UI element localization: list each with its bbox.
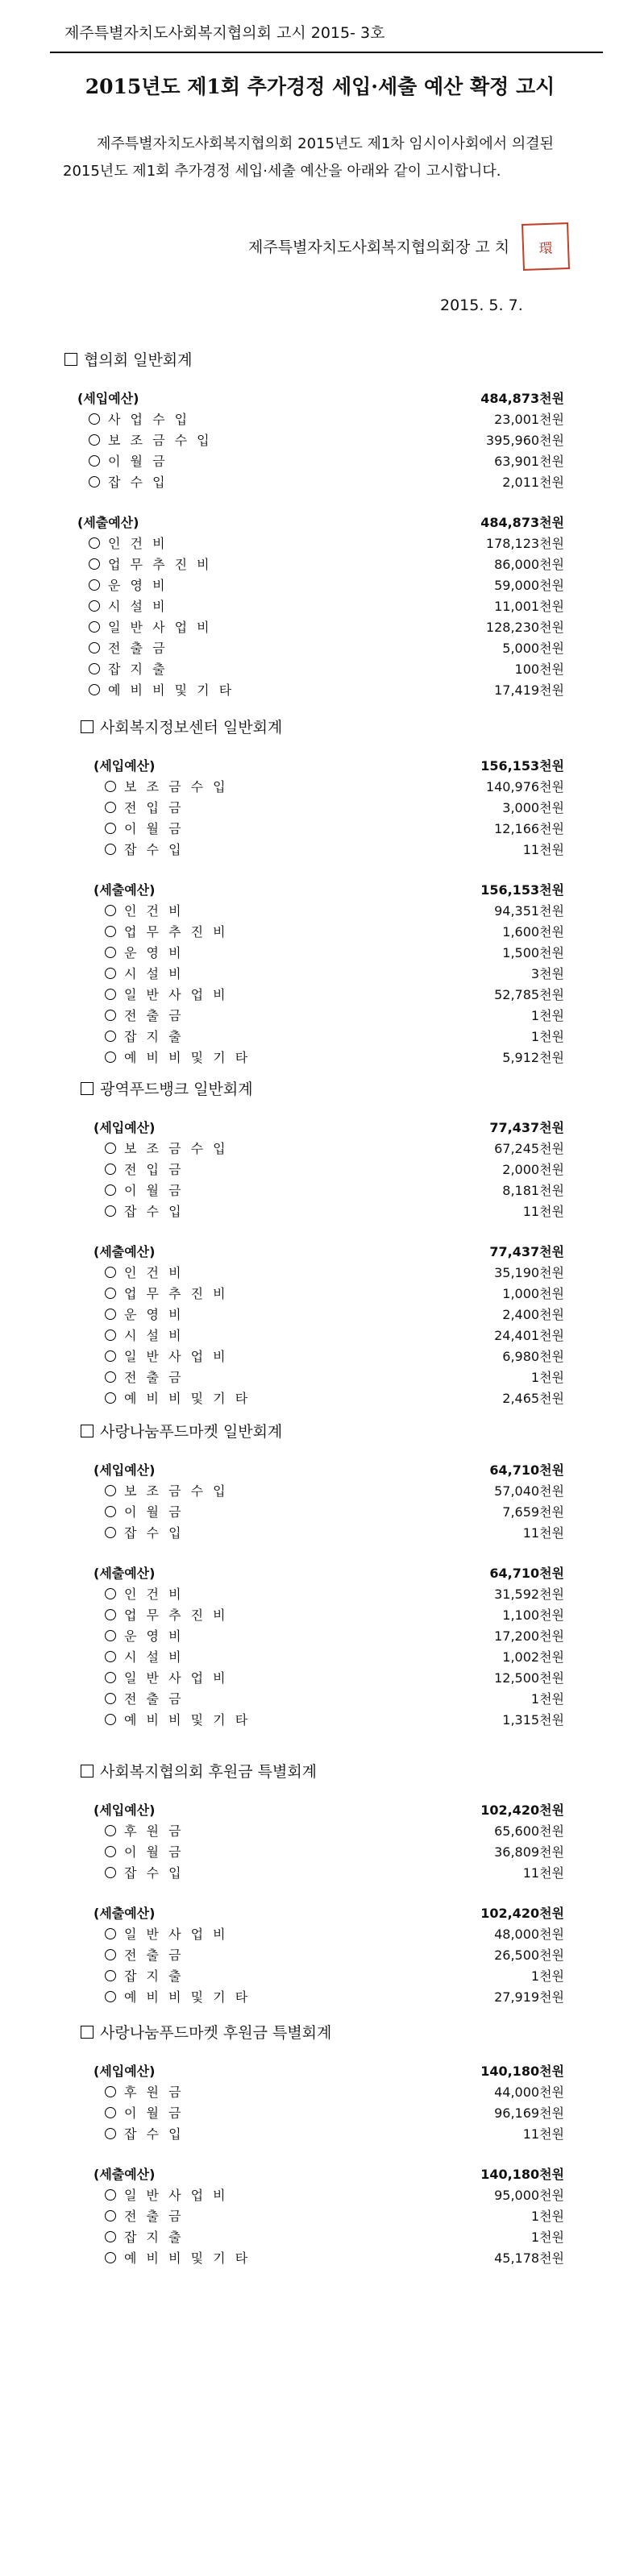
budget-line-item: [105, 1668, 564, 1689]
circle-bullet-icon: [105, 802, 116, 813]
item-amount: 96,169천원: [494, 2105, 564, 2121]
item-amount: 86,000천원: [494, 557, 564, 572]
item-amount: 3,000천원: [502, 800, 564, 815]
item-amount: 67,245천원: [494, 1141, 564, 1156]
budget-line-item: [105, 1284, 564, 1305]
item-name: 보 조 금 수 입: [124, 779, 229, 794]
item-amount: 2,400천원: [502, 1307, 564, 1322]
item-amount: 1,000천원: [502, 1286, 564, 1301]
circle-bullet-icon: [105, 1867, 116, 1878]
circle-bullet-icon: [105, 2128, 116, 2139]
budget-line-item: [89, 617, 564, 638]
expense-heading: [94, 1563, 564, 1584]
budget-line-item: [105, 1006, 564, 1027]
item-name: 운 영 비: [108, 578, 168, 593]
item-amount: 1천원: [530, 1008, 564, 1023]
item-name: 운 영 비: [124, 1628, 185, 1644]
section-title: [64, 348, 193, 370]
notice-number: 제주특별자치도사회복지협의회 고시 2015- 3호: [64, 24, 385, 42]
circle-bullet-icon: [105, 1052, 116, 1063]
expense-label: (세출예산): [94, 1906, 156, 1921]
item-name: 인 건 비: [124, 1587, 185, 1602]
section-title-text: 사랑나눔푸드마켓 일반회계: [100, 1423, 283, 1441]
item-name: 보 조 금 수 입: [108, 433, 213, 448]
budget-line-item: [105, 1605, 564, 1626]
circle-bullet-icon: [89, 434, 100, 446]
revenue-heading: [94, 1460, 564, 1481]
item-amount: 5,000천원: [502, 641, 564, 656]
notice-title: 2015년도 제1회 추가경정 세입·세출 예산 확정 고시: [85, 75, 555, 98]
item-name: 잡 수 입: [108, 475, 168, 490]
item-amount: 11천원: [522, 842, 564, 857]
circle-bullet-icon: [89, 642, 100, 653]
section-title-text: 광역푸드뱅크 일반회계: [100, 1081, 253, 1098]
budget-line-item: [105, 1710, 564, 1731]
expense-label: (세출예산): [94, 882, 156, 898]
item-amount: 57,040천원: [494, 1483, 564, 1499]
circle-bullet-icon: [89, 684, 100, 695]
revenue-label: (세입예산): [94, 1802, 156, 1818]
item-name: 전 출 금: [124, 2209, 185, 2224]
circle-bullet-icon: [105, 1143, 116, 1154]
item-name: 잡 수 입: [124, 842, 185, 857]
item-name: 일 반 사 업 비: [124, 987, 229, 1002]
item-amount: 26,500천원: [494, 1948, 564, 1963]
item-name: 예 비 비 및 기 타: [124, 1391, 251, 1406]
item-amount: 1,002천원: [502, 1649, 564, 1665]
item-name: 업 무 추 진 비: [124, 924, 229, 940]
circle-bullet-icon: [105, 1970, 116, 1981]
budget-line-item: [105, 964, 564, 985]
circle-bullet-icon: [89, 558, 100, 570]
revenue-heading: [77, 388, 564, 409]
item-amount: 12,166천원: [494, 821, 564, 836]
item-amount: 11천원: [522, 1865, 564, 1881]
revenue-total: 102,420천원: [480, 1802, 564, 1818]
budget-line-item: [89, 409, 564, 430]
notice-intro: 제주특별자치도사회복지협의회 2015년도 제1차 임시이사회에서 의결된 2015년도 제1회 추가경정 세입·세출 예산을 아래와 같이 고시합니다.: [63, 135, 555, 180]
item-name: 시 설 비: [124, 966, 185, 981]
expense-total: 102,420천원: [480, 1906, 564, 1921]
circle-bullet-icon: [105, 1205, 116, 1217]
item-name: 예 비 비 및 기 타: [124, 2250, 251, 2266]
item-amount: 5,912천원: [502, 1050, 564, 1065]
expense-heading: [94, 1242, 564, 1263]
item-amount: 7,659천원: [502, 1504, 564, 1520]
expense-total: 77,437천원: [489, 1244, 564, 1259]
square-bullet-icon: [81, 2026, 94, 2039]
item-name: 예 비 비 및 기 타: [124, 1989, 251, 2005]
circle-bullet-icon: [105, 781, 116, 792]
budget-line-item: [89, 575, 564, 596]
revenue-total: 140,180천원: [480, 2064, 564, 2079]
circle-bullet-icon: [105, 989, 116, 1000]
section-title: [81, 2021, 331, 2043]
item-amount: 1천원: [530, 1370, 564, 1385]
expense-label: (세출예산): [94, 1566, 156, 1581]
item-name: 전 입 금: [124, 800, 185, 815]
budget-line-item: [105, 1201, 564, 1222]
budget-line-item: [89, 638, 564, 659]
circle-bullet-icon: [89, 537, 100, 549]
budget-line-item: [105, 777, 564, 798]
item-amount: 2,000천원: [502, 1162, 564, 1177]
square-bullet-icon: [81, 720, 94, 733]
budget-line-item: [89, 533, 564, 554]
expense-label: (세출예산): [94, 2167, 156, 2182]
circle-bullet-icon: [105, 1825, 116, 1836]
budget-line-item: [89, 430, 564, 451]
circle-bullet-icon: [105, 1949, 116, 1960]
circle-bullet-icon: [105, 1164, 116, 1175]
budget-line-item: [105, 2124, 564, 2145]
circle-bullet-icon: [89, 579, 100, 591]
revenue-label: (세입예산): [94, 1120, 156, 1135]
circle-bullet-icon: [89, 600, 100, 612]
circle-bullet-icon: [105, 1588, 116, 1599]
item-name: 업 무 추 진 비: [124, 1286, 229, 1301]
budget-line-item: [105, 798, 564, 819]
revenue-heading: [94, 2061, 564, 2082]
item-name: 전 입 금: [124, 1162, 185, 1177]
item-name: 시 설 비: [124, 1328, 185, 1343]
expense-heading: [94, 1903, 564, 1924]
circle-bullet-icon: [105, 1371, 116, 1383]
item-amount: 63,901천원: [494, 454, 564, 469]
item-amount: 11,001천원: [494, 599, 564, 614]
circle-bullet-icon: [105, 2189, 116, 2201]
circle-bullet-icon: [105, 1031, 116, 1042]
circle-bullet-icon: [105, 1350, 116, 1362]
item-amount: 100천원: [514, 662, 564, 677]
circle-bullet-icon: [105, 1846, 116, 1857]
item-name: 잡 수 입: [124, 2126, 185, 2142]
item-name: 사 업 수 입: [108, 412, 190, 427]
header-divider: [50, 52, 603, 53]
circle-bullet-icon: [105, 2086, 116, 2097]
item-amount: 17,419천원: [494, 682, 564, 698]
item-name: 잡 지 출: [124, 2230, 185, 2245]
circle-bullet-icon: [105, 1309, 116, 1320]
budget-line-item: [105, 2103, 564, 2124]
expense-total: 64,710천원: [489, 1566, 564, 1581]
revenue-heading: [94, 756, 564, 777]
item-amount: 6,980천원: [502, 1349, 564, 1364]
budget-line-item: [105, 2248, 564, 2269]
item-name: 이 월 금: [124, 821, 185, 836]
revenue-total: 484,873천원: [480, 391, 564, 406]
budget-line-item: [105, 1159, 564, 1180]
item-amount: 1,600천원: [502, 924, 564, 940]
budget-line-item: [105, 922, 564, 943]
expense-heading: [94, 880, 564, 901]
circle-bullet-icon: [105, 2107, 116, 2118]
budget-line-item: [105, 1263, 564, 1284]
budget-line-item: [105, 1502, 564, 1523]
item-name: 예 비 비 및 기 타: [108, 682, 235, 698]
budget-line-item: [105, 943, 564, 964]
section-title: [81, 1077, 253, 1099]
section-title-text: 사랑나눔푸드마켓 후원금 특별회계: [100, 2024, 332, 2042]
circle-bullet-icon: [105, 1329, 116, 1341]
item-amount: 1천원: [530, 2209, 564, 2224]
budget-line-item: [105, 2185, 564, 2206]
item-name: 일 반 사 업 비: [124, 1670, 229, 1686]
expense-total: 156,153천원: [480, 882, 564, 898]
square-bullet-icon: [81, 1425, 94, 1437]
circle-bullet-icon: [105, 1485, 116, 1496]
item-name: 인 건 비: [108, 536, 168, 551]
budget-line-item: [105, 840, 564, 861]
budget-line-item: [105, 1584, 564, 1605]
item-amount: 45,178천원: [494, 2250, 564, 2266]
circle-bullet-icon: [89, 455, 100, 467]
circle-bullet-icon: [105, 1693, 116, 1704]
revenue-label: (세입예산): [77, 391, 139, 406]
budget-line-item: [105, 1863, 564, 1884]
item-name: 전 출 금: [124, 1948, 185, 1963]
expense-total: 140,180천원: [480, 2167, 564, 2182]
circle-bullet-icon: [105, 1630, 116, 1641]
item-name: 일 반 사 업 비: [108, 620, 213, 635]
section-title-text: 사회복지협의회 후원금 특별회계: [100, 1763, 318, 1781]
circle-bullet-icon: [105, 1010, 116, 1021]
budget-line-item: [105, 1481, 564, 1502]
budget-line-item: [105, 1647, 564, 1668]
circle-bullet-icon: [105, 1651, 116, 1662]
item-name: 일 반 사 업 비: [124, 2188, 229, 2203]
item-name: 이 월 금: [124, 1844, 185, 1860]
budget-line-item: [105, 1924, 564, 1945]
item-amount: 35,190천원: [494, 1265, 564, 1280]
section-title-text: 사회복지정보센터 일반회계: [100, 719, 283, 736]
circle-bullet-icon: [105, 1609, 116, 1620]
item-name: 업 무 추 진 비: [108, 557, 213, 572]
circle-bullet-icon: [105, 1928, 116, 1939]
budget-line-item: [105, 1367, 564, 1388]
budget-line-item: [89, 554, 564, 575]
revenue-label: (세입예산): [94, 758, 156, 774]
item-amount: 31,592천원: [494, 1587, 564, 1602]
circle-bullet-icon: [105, 2231, 116, 2242]
item-name: 예 비 비 및 기 타: [124, 1050, 251, 1065]
budget-line-item: [105, 1945, 564, 1966]
item-amount: 11천원: [522, 1525, 564, 1541]
item-amount: 1,315천원: [502, 1712, 564, 1728]
item-amount: 8,181천원: [502, 1183, 564, 1198]
item-amount: 95,000천원: [494, 2188, 564, 2203]
expense-label: (세출예산): [94, 1244, 156, 1259]
budget-line-item: [105, 2227, 564, 2248]
item-amount: 24,401천원: [494, 1328, 564, 1343]
item-name: 후 원 금: [124, 1823, 185, 1839]
item-name: 잡 수 입: [124, 1865, 185, 1881]
budget-line-item: [89, 472, 564, 493]
revenue-label: (세입예산): [94, 2064, 156, 2079]
item-amount: 395,960천원: [485, 433, 564, 448]
item-amount: 11천원: [522, 2126, 564, 2142]
item-amount: 17,200천원: [494, 1628, 564, 1644]
item-name: 보 조 금 수 입: [124, 1141, 229, 1156]
item-name: 잡 지 출: [124, 1029, 185, 1044]
item-name: 잡 수 입: [124, 1525, 185, 1541]
item-amount: 1천원: [530, 1029, 564, 1044]
item-name: 업 무 추 진 비: [124, 1607, 229, 1623]
circle-bullet-icon: [105, 905, 116, 916]
item-name: 잡 지 출: [108, 662, 168, 677]
budget-line-item: [105, 2206, 564, 2227]
budget-line-item: [105, 1388, 564, 1409]
official-seal: 環: [522, 222, 570, 271]
circle-bullet-icon: [105, 2210, 116, 2221]
circle-bullet-icon: [105, 1506, 116, 1517]
revenue-total: 156,153천원: [480, 758, 564, 774]
circle-bullet-icon: [89, 413, 100, 425]
budget-line-item: [89, 659, 564, 680]
item-name: 후 원 금: [124, 2084, 185, 2100]
square-bullet-icon: [81, 1082, 94, 1095]
circle-bullet-icon: [105, 1991, 116, 2002]
item-amount: 52,785천원: [494, 987, 564, 1002]
revenue-total: 77,437천원: [489, 1120, 564, 1135]
item-name: 이 월 금: [124, 1183, 185, 1198]
budget-line-item: [105, 1027, 564, 1047]
budget-line-item: [105, 1821, 564, 1842]
circle-bullet-icon: [105, 1267, 116, 1278]
issuer-name: 제주특별자치도사회복지협의회장 고 치: [248, 239, 510, 256]
square-bullet-icon: [64, 353, 77, 366]
item-amount: 48,000천원: [494, 1927, 564, 1942]
item-amount: 1,100천원: [502, 1607, 564, 1623]
budget-line-item: [105, 1139, 564, 1159]
item-name: 인 건 비: [124, 1265, 185, 1280]
circle-bullet-icon: [105, 2252, 116, 2263]
item-name: 운 영 비: [124, 1307, 185, 1322]
circle-bullet-icon: [105, 1184, 116, 1196]
item-amount: 140,976천원: [485, 779, 564, 794]
item-name: 보 조 금 수 입: [124, 1483, 229, 1499]
notice-date: 2015. 5. 7.: [440, 297, 523, 314]
circle-bullet-icon: [105, 947, 116, 958]
circle-bullet-icon: [105, 926, 116, 937]
section-title: [81, 1420, 282, 1441]
budget-line-item: [105, 1180, 564, 1201]
revenue-heading: [94, 1800, 564, 1821]
item-amount: 44,000천원: [494, 2084, 564, 2100]
item-amount: 2,465천원: [502, 1391, 564, 1406]
item-name: 인 건 비: [124, 903, 185, 919]
budget-line-item: [105, 1966, 564, 1987]
expense-label: (세출예산): [77, 515, 139, 530]
item-amount: 94,351천원: [494, 903, 564, 919]
circle-bullet-icon: [89, 476, 100, 487]
budget-line-item: [105, 1047, 564, 1068]
item-amount: 3천원: [530, 966, 564, 981]
item-amount: 1천원: [530, 1691, 564, 1707]
budget-line-item: [105, 985, 564, 1006]
budget-line-item: [105, 2082, 564, 2103]
circle-bullet-icon: [105, 968, 116, 979]
budget-line-item: [105, 1987, 564, 2008]
item-amount: 1,500천원: [502, 945, 564, 960]
budget-line-item: [105, 1689, 564, 1710]
circle-bullet-icon: [105, 1672, 116, 1683]
item-amount: 12,500천원: [494, 1670, 564, 1686]
circle-bullet-icon: [89, 621, 100, 633]
item-amount: 11천원: [522, 1204, 564, 1219]
item-name: 예 비 비 및 기 타: [124, 1712, 251, 1728]
budget-line-item: [105, 1626, 564, 1647]
budget-line-item: [105, 1346, 564, 1367]
item-amount: 65,600천원: [494, 1823, 564, 1839]
budget-line-item: [105, 1305, 564, 1325]
section-title: [81, 716, 282, 737]
item-name: 잡 수 입: [124, 1204, 185, 1219]
expense-heading: [77, 512, 564, 533]
item-amount: 1천원: [530, 2230, 564, 2245]
item-name: 이 월 금: [124, 1504, 185, 1520]
section-title-text: 협의회 일반회계: [84, 351, 193, 369]
item-amount: 1천원: [530, 1968, 564, 1984]
item-amount: 23,001천원: [494, 412, 564, 427]
item-name: 이 월 금: [124, 2105, 185, 2121]
item-amount: 2,011천원: [502, 475, 564, 490]
expense-total: 484,873천원: [480, 515, 564, 530]
budget-line-item: [89, 680, 564, 701]
revenue-heading: [94, 1118, 564, 1139]
item-name: 시 설 비: [124, 1649, 185, 1665]
circle-bullet-icon: [105, 1392, 116, 1404]
budget-line-item: [105, 1523, 564, 1544]
circle-bullet-icon: [105, 1714, 116, 1725]
expense-heading: [94, 2164, 564, 2185]
item-name: 전 출 금: [124, 1008, 185, 1023]
circle-bullet-icon: [105, 1527, 116, 1538]
budget-line-item: [105, 901, 564, 922]
item-name: 전 출 금: [124, 1691, 185, 1707]
item-name: 잡 지 출: [124, 1968, 185, 1984]
revenue-label: (세입예산): [94, 1462, 156, 1478]
square-bullet-icon: [81, 1765, 94, 1777]
item-name: 전 출 금: [124, 1370, 185, 1385]
budget-line-item: [89, 596, 564, 617]
circle-bullet-icon: [89, 663, 100, 674]
item-amount: 128,230천원: [485, 620, 564, 635]
item-name: 운 영 비: [124, 945, 185, 960]
item-name: 전 출 금: [108, 641, 168, 656]
item-amount: 59,000천원: [494, 578, 564, 593]
section-title: [81, 1760, 317, 1782]
circle-bullet-icon: [105, 823, 116, 834]
budget-line-item: [105, 819, 564, 840]
budget-line-item: [105, 1325, 564, 1346]
item-name: 일 반 사 업 비: [124, 1349, 229, 1364]
item-amount: 178,123천원: [485, 536, 564, 551]
item-name: 일 반 사 업 비: [124, 1927, 229, 1942]
circle-bullet-icon: [105, 844, 116, 855]
budget-line-item: [105, 1842, 564, 1863]
item-name: 시 설 비: [108, 599, 168, 614]
item-amount: 36,809천원: [494, 1844, 564, 1860]
budget-line-item: [89, 451, 564, 472]
revenue-total: 64,710천원: [489, 1462, 564, 1478]
item-name: 이 월 금: [108, 454, 168, 469]
item-amount: 27,919천원: [494, 1989, 564, 2005]
circle-bullet-icon: [105, 1288, 116, 1299]
